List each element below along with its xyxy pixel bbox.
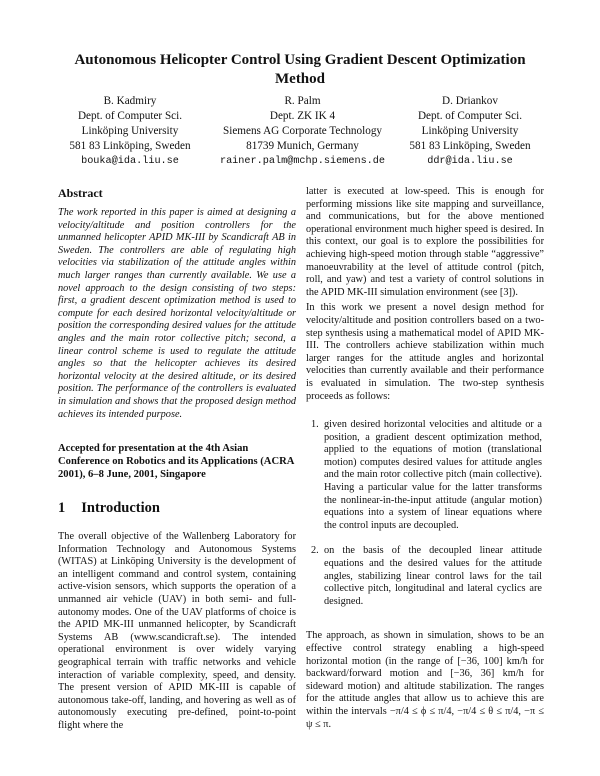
author-org: Linköping University — [81, 125, 179, 137]
author-email[interactable]: rainer.palm@mchp.siemens.de — [219, 156, 386, 167]
list-item-text: on the basis of the decoupled linear attitude equations and the desired values for the attitude angles, stabilizing linear control laws for the tail collective pitch, longitudinal and lateral cyclics are designed. — [324, 545, 542, 607]
acceptance-note: Accepted for presentation at the 4th Asian Conference on Robotics and its Applications (ACRA 2001), 6–8 June, 2001, Singapore — [58, 443, 294, 481]
author-address: 581 83 Linköping, Sweden — [409, 140, 531, 152]
author-dept: Dept. of Computer Sci. — [417, 110, 523, 122]
abstract-heading: Abstract — [58, 186, 103, 200]
list-marker: 1. — [311, 419, 319, 431]
section-number: 1 — [58, 500, 66, 517]
abstract-text: The work reported in this paper is aimed at designing a velocity/altitude and position controllers for the unmanned helicopter APID MK-III by Scandicraft AB in Sweden. The controllers are able of regulating high velocities via stabilization of the attitude angles within much larger ranges than currently available. We use a novel approach to the design consisting of two steps: first, a gradient descent optimization method is used to compute for each desired horizontal velocity/altitude or position the corresponding desired values for the attitude angles and the main rotor collective pitch; second, a linear control scheme is used to regulate the attitude angles so that the helicopter achieves its desired horizontal velocity at the desired altitude, or its desired position. The performance of the controllers is evaluated in simulation and shows that the proposed design method achieves its intended purpose. — [58, 207, 296, 420]
intro-paragraph-3: The approach, as shown in simulation, shows to be an effective control strategy enabling a high-speed horizontal motion (in the range of [−36, 100] km/h for backward/forward motion and [−36, 36] km/h for sideward motion) and altitude stabilization. The ranges for the attitude angles that allow us to achieve this are within the intervals −π/4 ≤ ϕ ≤ π/4, −π/4 ≤ θ ≤ π/4, −π ≤ ψ ≤ π. — [306, 630, 544, 730]
intro-paragraph-2: In this work we present a novel design method for velocity/altitude and position controllers based on a two-step synthesis using a mathematical model of APID MK-III. The controllers achieve stabilization within much larger ranges for the attitude angles and horizontal velocities than currently available and their performance is evaluated in simulation. The two-step synthesis proceeds as follows: — [306, 302, 544, 402]
list-item-text: given desired horizontal velocities and altitude or a position, a gradient descent optimization method, applied to the equations of motion (translational motion) computes desired values for attitude angles and the main rotor collective pitch (main collective). Having a particular value for the latter transforms the nonlinear-in-the-input attitude (angular motion) equations into a system of linear equations where the control inputs are decoupled. — [324, 419, 542, 531]
intro-paragraph-1: The overall objective of the Wallenberg Laboratory for Information Technology and Autonomous Systems (WITAS) at Linköping University is the development of an intelligent command and control system, containing active-vision sensors, which supports the operation of a unmanned air vehicle (UAV) in both semi- and full-autonomy modes. One of the UAV platforms of choice is the APID MK-III unmanned helicopter, by Scandicraft Systems AB (www.scandicraft.se). The intended operational environment is over widely varying geographical terrain with traffic networks and vehicle interaction of variable complexity, speed, and density. The present version of APID MK-III is capable of autonomous take-off, landing, and hovering as well as of autonomously executing pre-defined, point-to-point flight where the — [58, 531, 296, 731]
left-column — [58, 186, 296, 733]
author-palm — [205, 94, 400, 169]
author-name: D. Driankov — [442, 95, 498, 107]
list-item — [306, 545, 542, 608]
right-column — [306, 186, 544, 731]
author-driankov — [395, 94, 545, 169]
author-org: Siemens AG Corporate Technology — [222, 125, 383, 137]
paper-title: Autonomous Helicopter Control Using Gradient Descent Optimization Method — [74, 52, 526, 87]
author-address: 81739 Munich, Germany — [246, 140, 359, 152]
author-dept: Dept. ZK IK 4 — [269, 110, 336, 122]
list-item — [306, 419, 542, 532]
author-dept: Dept. of Computer Sci. — [77, 110, 183, 122]
author-block — [55, 94, 545, 174]
author-name: B. Kadmiry — [103, 95, 157, 107]
author-kadmiry — [55, 94, 205, 169]
intro-paragraph-continued: latter is executed at low-speed. This is enough for performing missions like site mapping and surveillance, and communications, but for the above mentioned operational environment much higher speed is desired. In this context, our goal is to explore the possibilities for achieving high-speed motion through stable “aggressive” manoeuvrability at the level of attitude control (pitch, roll, and yaw) and test a variety of control solutions in the APID MK-III simulation environment (see [3]). — [306, 186, 544, 298]
author-org: Linköping University — [421, 125, 519, 137]
author-email[interactable]: ddr@ida.liu.se — [427, 156, 513, 167]
synthesis-steps-list — [306, 419, 544, 608]
section-title: Introduction — [81, 500, 160, 517]
author-address: 581 83 Linköping, Sweden — [69, 140, 191, 152]
author-name: R. Palm — [284, 95, 321, 107]
section-heading-introduction — [58, 499, 296, 517]
list-marker: 2. — [311, 545, 319, 557]
author-email[interactable]: bouka@ida.liu.se — [81, 156, 179, 167]
